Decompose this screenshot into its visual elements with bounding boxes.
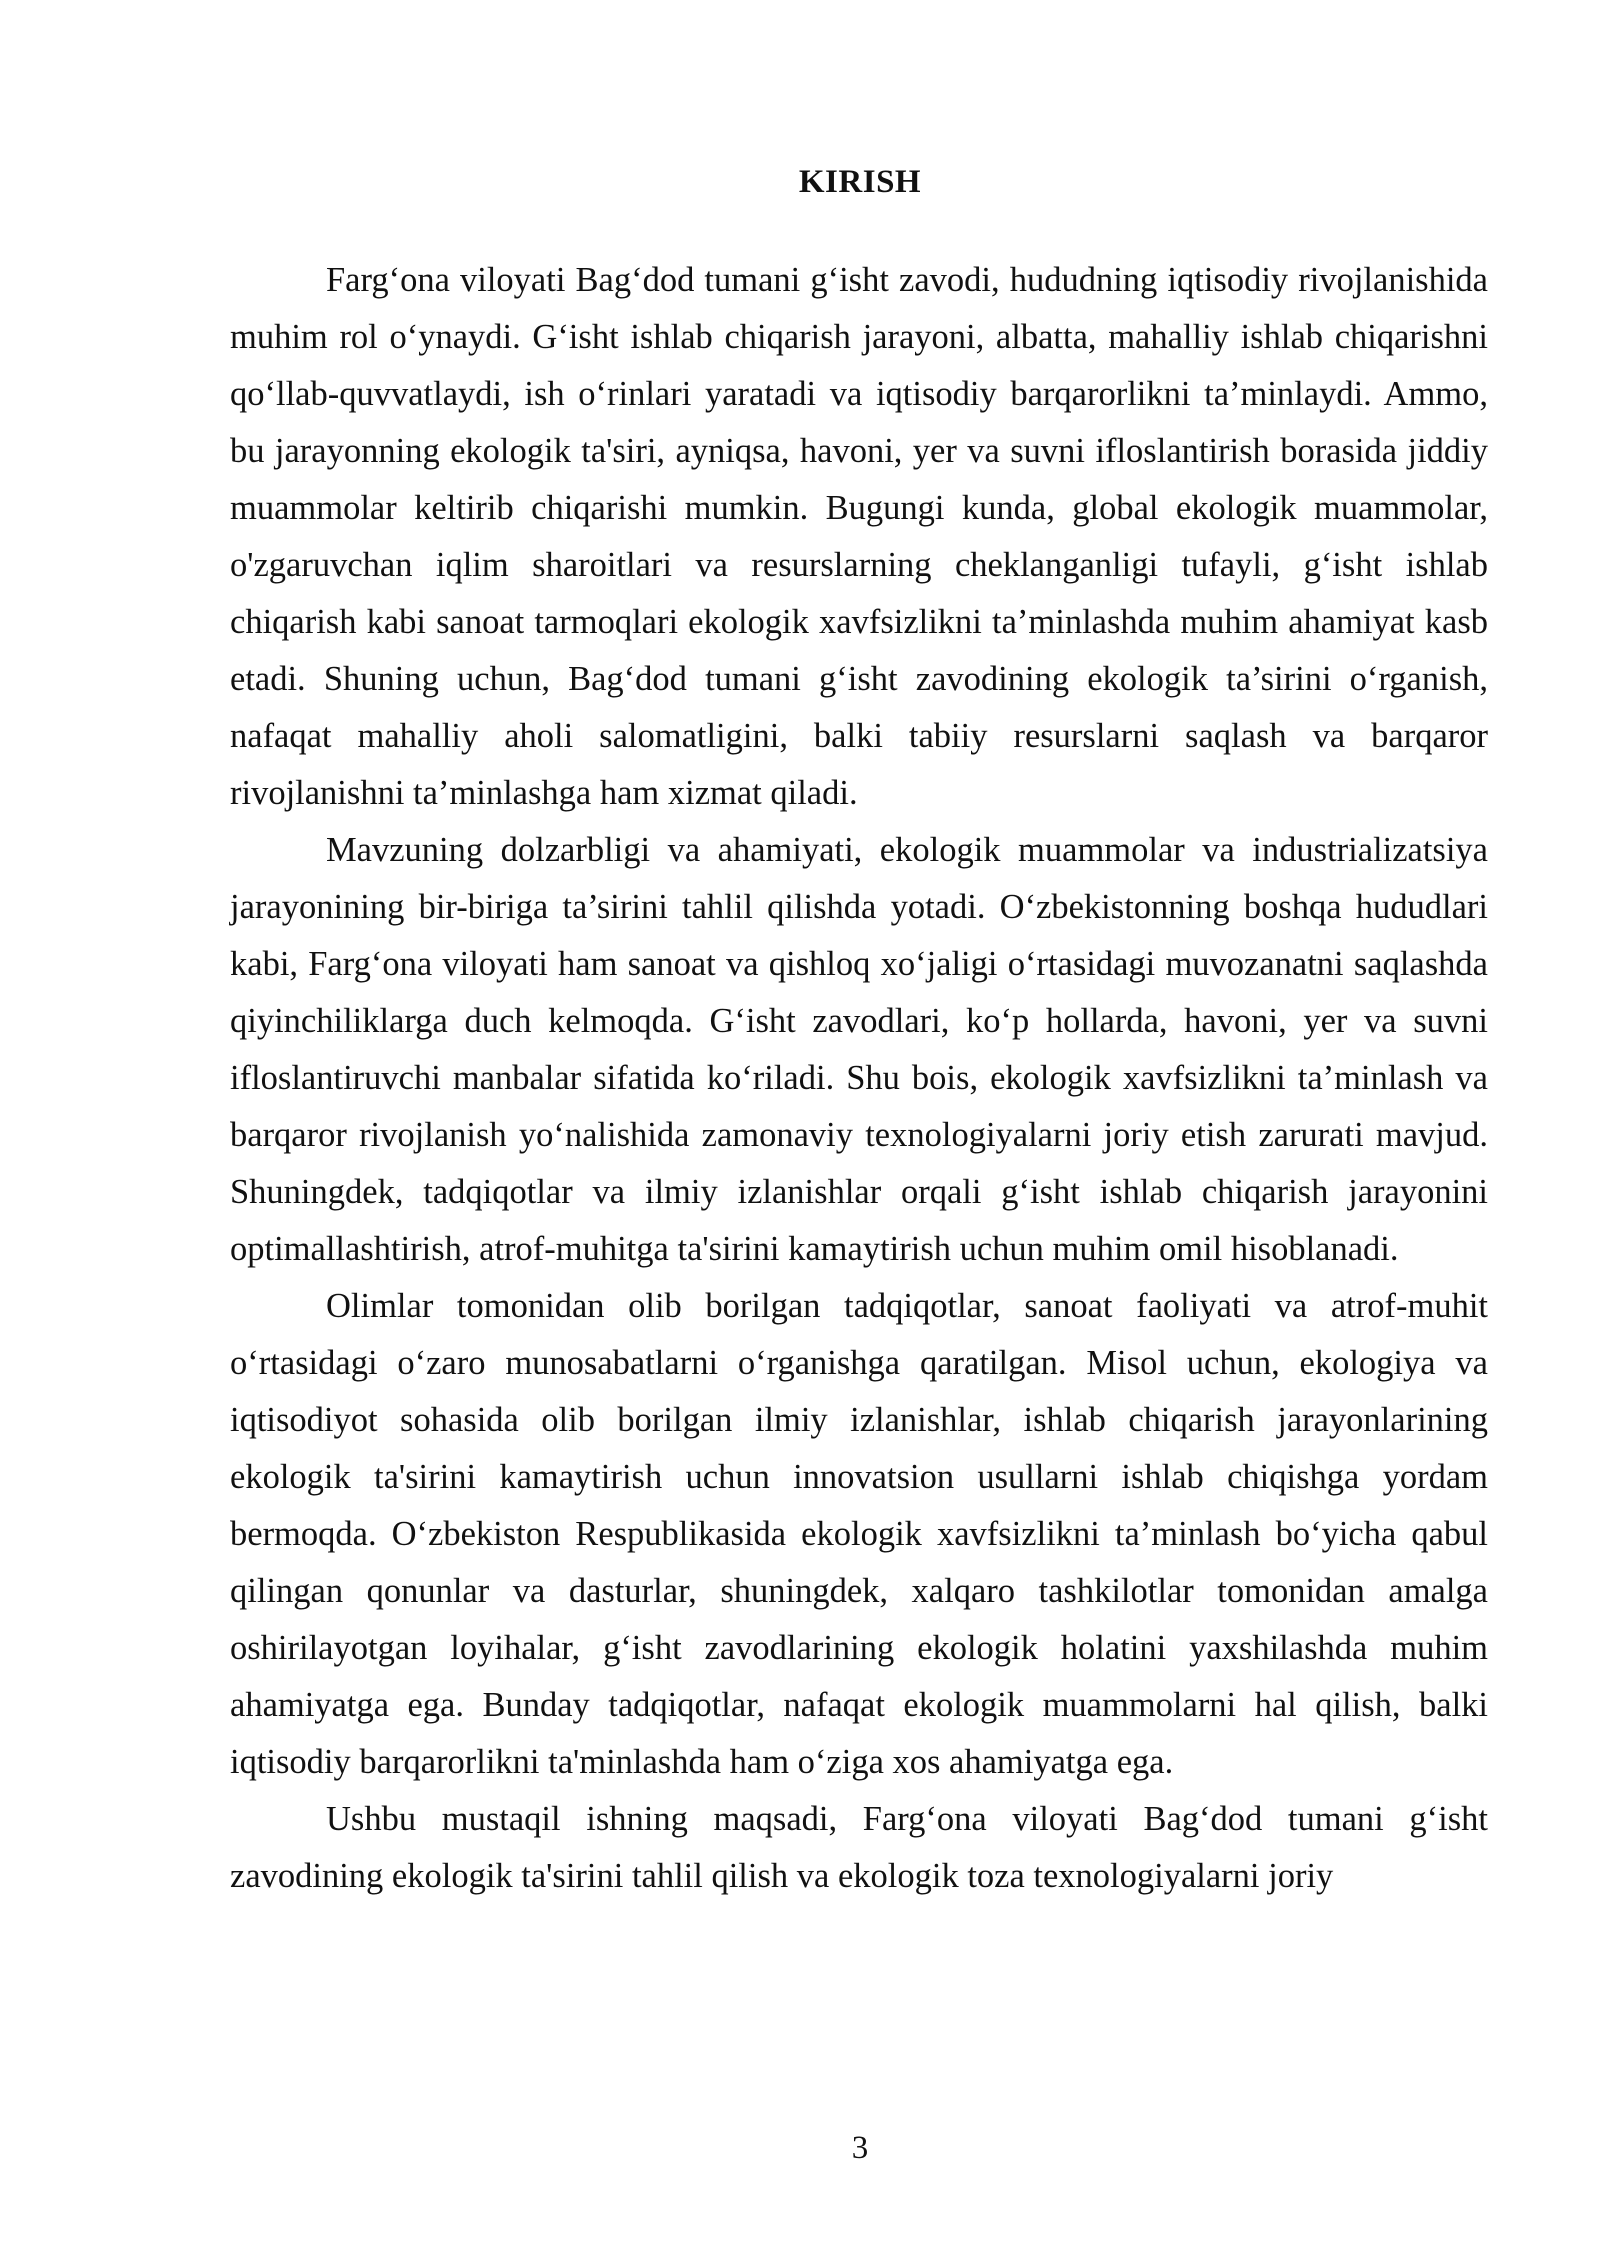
paragraph-4: Ushbu mustaqil ishning maqsadi, Farg‘ona viloyati Bag‘dod tumani g‘isht zavodining ekologik ta'sirini tahlil qilish va ekologik toza texnologiyalarni joriy xyxy=(230,1800,1488,1895)
page-number: 3 xyxy=(851,2130,869,2166)
section-title: KIRISH xyxy=(798,164,922,200)
paragraph-1: Farg‘ona viloyati Bag‘dod tumani g‘isht zavodi, hududning iqtisodiy rivojlanishida muhim rol o‘ynaydi. G‘isht ishlab chiqarish jarayoni, albatta, mahalliy ishlab chiqarishni qo‘llab-quvvatlaydi, ish o‘rinlari yaratadi va iqtisodiy barqarorlikni ta’minlaydi. Ammo, bu jarayonning ekologik ta'siri, ayniqsa, havoni, yer va suvni ifloslantirish borasida jiddiy muammolar keltirib chiqarishi mumkin. Bugungi kunda, global ekologik muammolar, o'zgaruvchan iqlim sharoitlari va resurslarning cheklanganligi tufayli, g‘isht ishlab chiqarish kabi sanoat tarmoqlari ekologik xavfsizlikni ta’minlashda muhim ahamiyat kasb etadi. Shuning uchun, Bag‘dod tumani g‘isht zavodining ekologik ta’sirini o‘rganish, nafaqat mahalliy aholi salomatligini, balki tabiiy resurslarni saqlash va barqaror rivojlanishni ta’minlashga ham xizmat qiladi. xyxy=(230,261,1488,812)
paragraph-2: Mavzuning dolzarbligi va ahamiyati, ekologik muammolar va industrializatsiya jarayonining bir-biriga ta’sirini tahlil qilishda yotadi. O‘zbekistonning boshqa hududlari kabi, Farg‘ona viloyati ham sanoat va qishloq xo‘jaligi o‘rtasidagi muvozanatni saqlashda qiyinchiliklarga duch kelmoqda. G‘isht zavodlari, ko‘p hollarda, havoni, yer va suvni ifloslantiruvchi manbalar sifatida ko‘riladi. Shu bois, ekologik xavfsizlikni ta’minlash va barqaror rivojlanish yo‘nalishida zamonaviy texnologiyalarni joriy etish zarurati mavjud. Shuningdek, tadqiqotlar va ilmiy izlanishlar orqali g‘isht ishlab chiqarish jarayonini optimallashtirish, atrof-muhitga ta'sirini kamaytirish uchun muhim omil hisoblanadi. xyxy=(230,831,1488,1268)
paragraph-3: Olimlar tomonidan olib borilgan tadqiqotlar, sanoat faoliyati va atrof-muhit o‘rtasidagi o‘zaro munosabatlarni o‘rganishga qaratilgan. Misol uchun, ekologiya va iqtisodiyot sohasida olib borilgan ilmiy izlanishlar, ishlab chiqarish jarayonlarining ekologik ta'sirini kamaytirish uchun innovatsion usullarni ishlab chiqishga yordam bermoqda. O‘zbekiston Respublikasida ekologik xavfsizlikni ta’minlash bo‘yicha qabul qilingan qonunlar va dasturlar, shuningdek, xalqaro tashkilotlar tomonidan amalga oshirilayotgan loyihalar, g‘isht zavodlarining ekologik holatini yaxshilashda muhim ahamiyatga ega. Bunday tadqiqotlar, nafaqat ekologik muammolarni hal qilish, balki iqtisodiy barqarorlikni ta'minlashda ham o‘ziga xos ahamiyatga ega. xyxy=(230,1287,1488,1781)
body-text xyxy=(230,252,1488,1905)
